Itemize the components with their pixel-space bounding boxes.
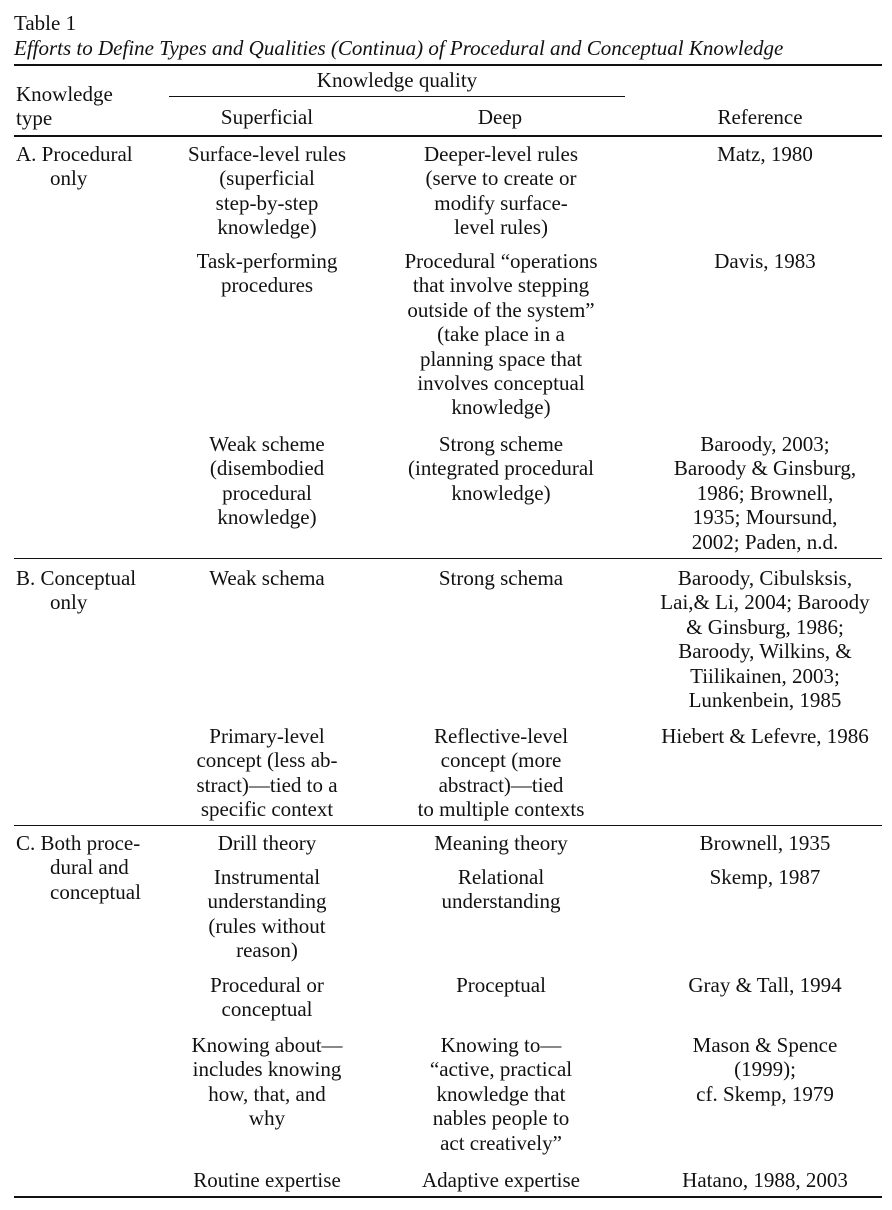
cell-line: concept (less ab- <box>196 748 338 773</box>
table-cell-reference <box>640 249 890 273</box>
cell-line: Knowing about— <box>191 1033 343 1057</box>
cell-line: Skemp, 1987 <box>709 865 821 889</box>
cell-line: specific context <box>200 797 334 822</box>
table-cell-deep <box>390 724 612 822</box>
cell-line: 1986; Brownell, <box>696 480 834 505</box>
header-quality-underline <box>169 96 625 97</box>
table-cell-superficial <box>167 973 367 1022</box>
cell-line: how, that, and <box>208 1081 326 1106</box>
cell-line: (rules without <box>208 913 326 938</box>
cell-line: Procedural or <box>210 973 324 997</box>
header-bottom-rule <box>14 135 882 137</box>
cell-line: step-by-step <box>215 190 319 215</box>
cell-line: knowledge) <box>217 215 317 240</box>
cell-line: Surface-level rules <box>187 142 346 166</box>
table-cell-reference <box>640 1168 890 1192</box>
cell-line: Matz, 1980 <box>717 142 813 166</box>
cell-line: reason) <box>236 938 298 963</box>
cell-line: knowledge that <box>436 1081 566 1106</box>
header-knowledge-quality: Knowledge quality <box>316 68 478 92</box>
section-label-c <box>16 831 166 904</box>
cell-line: Meaning theory <box>434 831 568 855</box>
cell-line: Brownell, 1935 <box>699 831 831 855</box>
table-cell-superficial <box>167 142 367 240</box>
cell-line: level rules) <box>454 215 548 240</box>
table-bottom-rule <box>14 1196 882 1198</box>
cell-line: Primary-level <box>209 724 325 748</box>
cell-line: Baroody, Wilkins, & <box>678 639 852 664</box>
cell-line: Baroody, 2003; <box>700 432 830 456</box>
cell-line: (take place in a <box>437 322 565 347</box>
cell-line: knowledge) <box>217 505 317 530</box>
cell-line: Hiebert & Lefevre, 1986 <box>661 724 869 748</box>
header-superficial: Superficial <box>220 105 314 129</box>
cell-line: 2002; Paden, n.d. <box>691 529 839 554</box>
cell-line: (superficial <box>219 166 315 191</box>
cell-line: Tiilikainen, 2003; <box>690 663 840 688</box>
table-cell-deep <box>390 249 612 420</box>
cell-line: Weak scheme <box>209 432 325 456</box>
cell-line: procedural <box>222 480 312 505</box>
cell-line: Hatano, 1988, 2003 <box>682 1168 848 1192</box>
cell-line: outside of the system” <box>407 297 595 322</box>
cell-line: Routine expertise <box>193 1168 341 1192</box>
cell-line: stract)—tied to a <box>196 772 338 797</box>
cell-line: Baroody & Ginsburg, <box>673 456 857 481</box>
table-cell-reference <box>640 724 890 748</box>
section-divider <box>14 825 882 826</box>
table-cell-reference <box>640 566 890 712</box>
cell-line: knowledge) <box>451 395 551 420</box>
cell-line: Deeper-level rules <box>423 142 579 166</box>
header-deep: Deep <box>477 105 523 129</box>
table-cell-deep <box>390 1033 612 1155</box>
section-label-line: only <box>50 166 88 191</box>
section-label-line: A. Procedural <box>16 142 133 166</box>
header-knowledge-type <box>16 82 156 130</box>
table-cell-reference <box>640 973 890 997</box>
cell-line: “active, practical <box>429 1057 573 1082</box>
section-label-line: B. Conceptual <box>16 566 137 590</box>
cell-line: (1999); <box>734 1057 796 1082</box>
header-top-rule <box>14 64 882 66</box>
section-label-line: conceptual <box>50 879 141 904</box>
cell-line: nables people to <box>432 1106 570 1131</box>
table-cell-reference <box>640 1033 890 1106</box>
cell-line: Knowing to— <box>440 1033 562 1057</box>
table-cell-superficial <box>167 1168 367 1192</box>
cell-line: Relational <box>457 865 545 889</box>
table-cell-superficial <box>167 432 367 530</box>
cell-line: Adaptive expertise <box>421 1168 581 1192</box>
cell-line: Mason & Spence <box>692 1033 838 1057</box>
section-divider <box>14 558 882 559</box>
table-cell-reference <box>640 865 890 889</box>
header-knowledge-type-line: type <box>16 106 53 130</box>
table-cell-superficial <box>167 566 367 590</box>
cell-line: (disembodied <box>209 456 325 481</box>
table-cell-deep <box>390 865 612 914</box>
cell-line: concept (more <box>440 748 562 773</box>
cell-line: Weak schema <box>209 566 325 590</box>
cell-line: Davis, 1983 <box>714 249 816 273</box>
table-cell-deep <box>390 831 612 855</box>
table-cell-deep <box>390 142 612 240</box>
cell-line: Baroody, Cibulsksis, <box>677 566 853 590</box>
cell-line: to multiple contexts <box>417 797 585 822</box>
cell-line: Reflective-level <box>433 724 569 748</box>
cell-line: planning space that <box>419 346 583 371</box>
table-cell-deep <box>390 432 612 505</box>
cell-line: act creatively” <box>440 1130 562 1155</box>
table-cell-deep <box>390 566 612 590</box>
table-cell-deep <box>390 973 612 997</box>
table-cell-superficial <box>167 249 367 298</box>
header-reference: Reference <box>717 105 803 129</box>
section-label-b <box>16 566 166 615</box>
cell-line: why <box>248 1106 286 1131</box>
cell-line: (serve to create or <box>425 166 577 191</box>
section-label-line: C. Both proce- <box>16 831 141 855</box>
cell-line: Lai,& Li, 2004; Baroody <box>660 590 870 615</box>
cell-line: (integrated procedural <box>408 456 594 481</box>
cell-line: Procedural “operations <box>404 249 598 273</box>
section-label-line: dural and <box>50 855 129 880</box>
cell-line: Instrumental <box>213 865 321 889</box>
table-title: Efforts to Define Types and Qualities (Continua) of Procedural and Conceptual Knowledge <box>14 36 784 60</box>
table-cell-superficial <box>167 865 367 963</box>
cell-line: involves conceptual <box>417 371 585 396</box>
cell-line: Strong scheme <box>438 432 564 456</box>
table-cell-superficial <box>167 1033 367 1131</box>
cell-line: understanding <box>207 889 327 914</box>
cell-line: knowledge) <box>451 480 551 505</box>
section-label-a <box>16 142 166 191</box>
table-number: Table 1 <box>14 11 77 35</box>
cell-line: Drill theory <box>217 831 317 855</box>
cell-line: Strong schema <box>438 566 564 590</box>
table-cell-deep <box>390 1168 612 1192</box>
table-cell-superficial <box>167 724 367 822</box>
cell-line: & Ginsburg, 1986; <box>686 614 844 639</box>
cell-line: cf. Skemp, 1979 <box>696 1081 834 1106</box>
cell-line: Gray & Tall, 1994 <box>688 973 842 997</box>
cell-line: Lunkenbein, 1985 <box>688 688 842 713</box>
cell-line: abstract)—tied <box>438 772 564 797</box>
cell-line: conceptual <box>221 997 313 1022</box>
cell-line: 1935; Moursund, <box>692 505 838 530</box>
cell-line: includes knowing <box>192 1057 342 1082</box>
cell-line: Task-performing <box>196 249 338 273</box>
cell-line: that involve stepping <box>412 273 590 298</box>
table-cell-reference <box>640 831 890 855</box>
cell-line: procedures <box>220 273 314 298</box>
section-label-line: only <box>50 590 88 615</box>
cell-line: modify surface- <box>434 190 568 215</box>
table-cell-reference <box>640 142 890 166</box>
header-knowledge-type-line: Knowledge <box>16 82 113 106</box>
table-cell-reference <box>640 432 890 554</box>
cell-line: Proceptual <box>456 973 546 997</box>
table-cell-superficial <box>167 831 367 855</box>
cell-line: understanding <box>441 889 561 914</box>
